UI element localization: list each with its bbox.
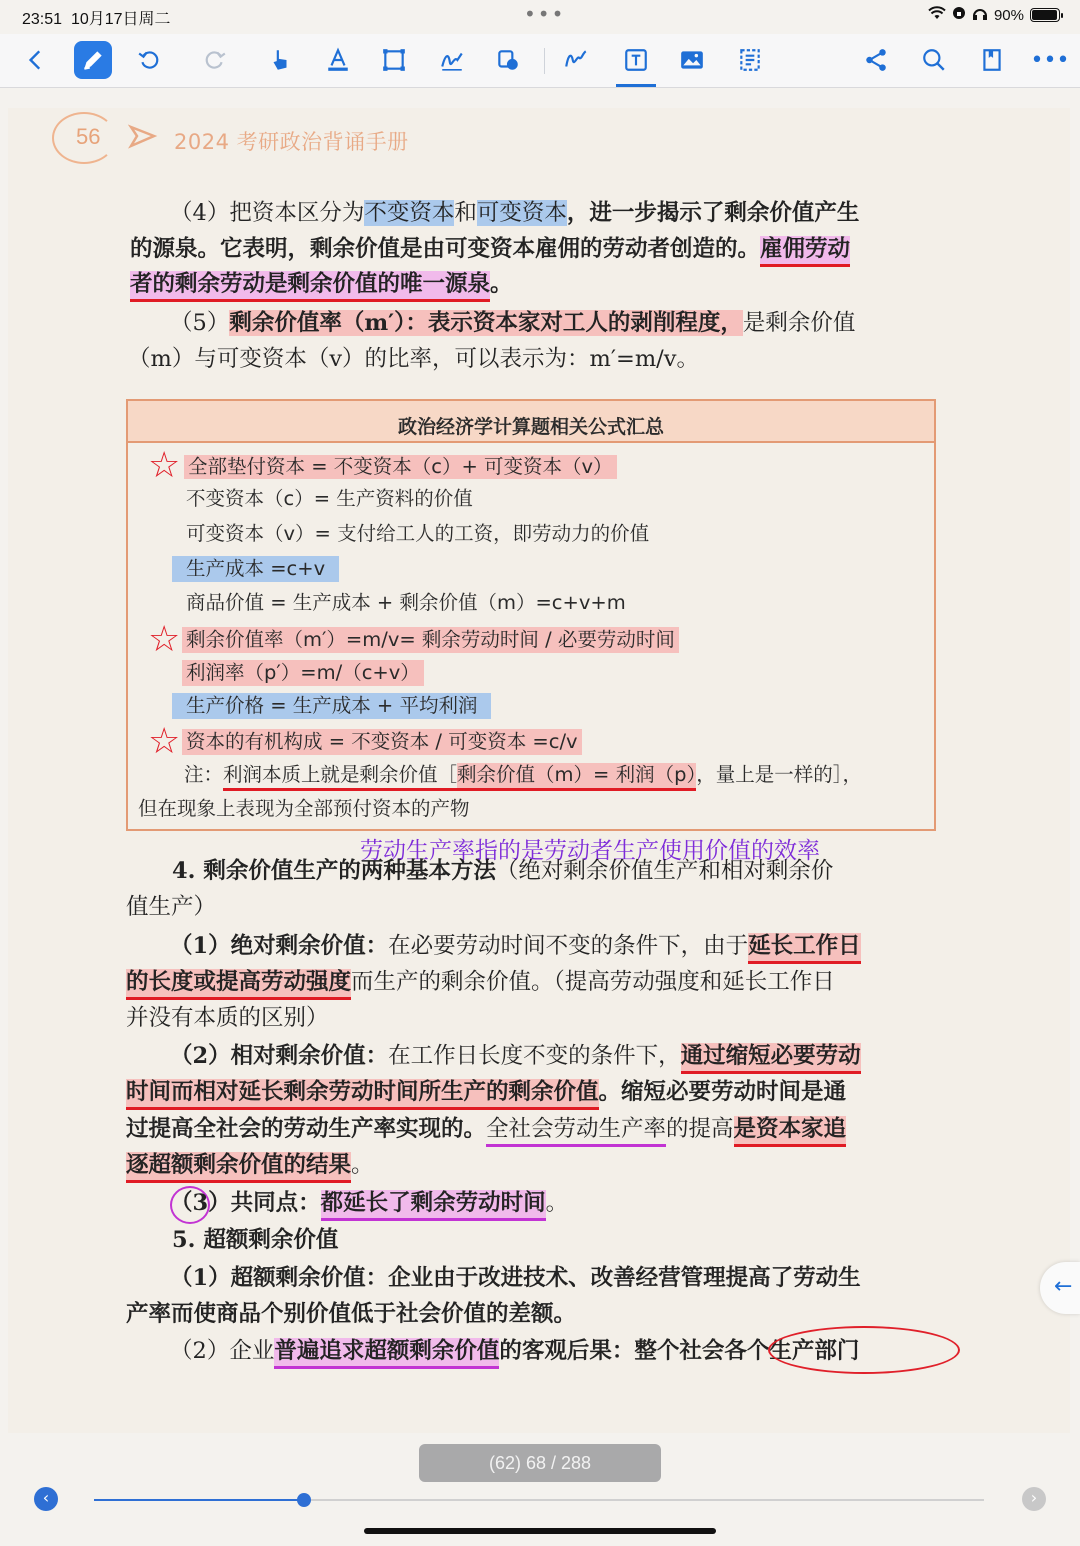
para4-line1: （4）把资本区分为不变资本和可变资本，进一步揭示了剩余价值产生 xyxy=(170,200,860,226)
hand-pointer-icon[interactable] xyxy=(260,40,300,80)
text-highlight-icon[interactable] xyxy=(318,40,358,80)
formula-line: 可变资本（v）= 支付给工人的工资，即劳动力的价值 xyxy=(186,522,650,545)
para4-line3: 者的剩余劳动是剩余价值的唯一源泉。 xyxy=(130,273,513,296)
formula-note-line2: 但在现象上表现为全部预付资本的产物 xyxy=(138,797,470,820)
battery-percent: 90% xyxy=(993,6,1024,24)
s4-p1-line1: （1）绝对剩余价值：在必要劳动时间不变的条件下，由于延长工作日 xyxy=(170,935,861,958)
lock-rotation-icon xyxy=(952,6,966,24)
book-title: 2024 考研政治背诵手册 xyxy=(174,130,409,154)
s4-p3-line1: （3）共同点：都延长了剩余劳动时间。 xyxy=(170,1192,568,1215)
page-slider-fill xyxy=(94,1499,304,1501)
note-list-icon[interactable] xyxy=(730,40,770,80)
red-circle-annotation xyxy=(768,1326,960,1374)
star-mark-icon: ☆ xyxy=(148,721,181,762)
s5-p1-line1: （1）超额剩余价值：企业由于改进技术、改善经营管理提高了劳动生 xyxy=(170,1265,861,1291)
signature-icon[interactable] xyxy=(432,40,472,80)
toolbar-divider xyxy=(544,48,545,74)
formula-line: 全部垫付资本 = 不变资本（c）+ 可变资本（v） xyxy=(184,455,617,479)
undo-icon[interactable] xyxy=(130,40,170,80)
freehand-draw-icon[interactable] xyxy=(556,40,596,80)
header-arrow-icon xyxy=(128,124,158,156)
side-panel-tab[interactable]: ← xyxy=(1040,1262,1080,1314)
wifi-icon xyxy=(928,6,946,24)
image-insert-icon[interactable] xyxy=(672,40,712,80)
formula-line: 商品价值 = 生产成本 + 剩余价值（m）=c+v+m xyxy=(186,591,626,614)
annotation-toolbar xyxy=(0,34,1080,88)
formula-line: 生产成本 =c+v xyxy=(172,556,339,582)
next-page-button[interactable]: › xyxy=(1022,1487,1046,1511)
s4-p2-line4: 逐超额剩余价值的结果。 xyxy=(126,1154,374,1177)
s4-p2-line1: （2）相对剩余价值：在工作日长度不变的条件下，通过缩短必要劳动 xyxy=(170,1045,861,1068)
stamp-settings-icon[interactable] xyxy=(488,40,528,80)
search-icon[interactable] xyxy=(914,40,954,80)
formula-line: 剩余价值率（m′）=m/v= 剩余劳动时间 / 必要劳动时间 xyxy=(182,627,679,653)
formula-line: 生产价格 = 生产成本 + 平均利润 xyxy=(172,693,491,719)
status-bar xyxy=(0,0,1080,32)
star-mark-icon: ☆ xyxy=(148,619,181,660)
text-box-icon[interactable] xyxy=(616,40,656,80)
s5-p1-line2: 产率而使商品个别价值低于社会价值的差额。 xyxy=(126,1301,577,1327)
para4-line2: 的源泉。它表明，剩余价值是由可变资本雇佣的劳动者创造的。雇佣劳动 xyxy=(130,238,850,261)
share-icon[interactable] xyxy=(856,40,896,80)
formula-line: 资本的有机构成 = 不变资本 / 可变资本 =c/v xyxy=(182,729,582,755)
para5-line1: （5）剩余价值率（m′）：表示资本家对工人的剥削程度，是剩余价值 xyxy=(170,310,856,336)
s4-p1-line3: 并没有本质的区别） xyxy=(126,1005,329,1031)
page-slider-thumb[interactable] xyxy=(297,1493,311,1507)
back-chevron-icon[interactable] xyxy=(16,40,56,80)
status-right xyxy=(928,6,1060,24)
page-counter: (62) 68 / 288 xyxy=(419,1444,661,1482)
prev-page-button[interactable]: ‹ xyxy=(34,1487,58,1511)
status-time-date: 23:51 10月17日周二 xyxy=(22,11,171,28)
redo-icon[interactable] xyxy=(194,40,234,80)
page-number-badge: 56 xyxy=(52,112,116,164)
pen-tool-icon[interactable] xyxy=(74,41,112,79)
select-area-icon[interactable] xyxy=(374,40,414,80)
para5-line2: （m）与可变资本（v）的比率，可以表示为：m′=m/v。 xyxy=(128,346,699,372)
section4-title-cont: 值生产） xyxy=(126,894,217,920)
s5-p2-line1: （2）企业普遍追求超额剩余价值的客观后果：整个社会各个生产部门 xyxy=(170,1340,859,1363)
formula-line: 利润率（p′）=m/（c+v） xyxy=(182,660,424,686)
headphones-icon xyxy=(972,6,988,24)
battery-icon xyxy=(1030,8,1060,22)
star-mark-icon: ☆ xyxy=(148,445,181,486)
more-options-icon[interactable]: ••• xyxy=(1030,47,1070,73)
s4-p1-line2: 的长度或提高劳动强度而生产的剩余价值。（提高劳动强度和延长工作日 xyxy=(126,971,835,994)
handwritten-annotation[interactable]: 劳动生产率指的是劳动者生产使用价值的效率 xyxy=(360,838,820,864)
bookmark-icon[interactable] xyxy=(972,40,1012,80)
s4-p2-line3: 过提高全社会的劳动生产率实现的。全社会劳动生产率的提高是资本家追 xyxy=(126,1118,846,1141)
page-slider-track[interactable] xyxy=(94,1499,984,1501)
multitask-dots[interactable]: ••• xyxy=(524,2,566,26)
section4-title: 4. 剩余价值生产的两种基本方法（绝对剩余价值生产和相对剩余价 xyxy=(172,858,834,884)
formula-box-header: 政治经济学计算题相关公式汇总 xyxy=(128,401,934,443)
home-indicator[interactable] xyxy=(364,1528,716,1534)
section5-title: 5. 超额剩余价值 xyxy=(172,1227,339,1253)
formula-note-line1: 注：利润本质上就是剩余价值［剩余价值（m）= 利润（p），量上是一样的］， xyxy=(184,765,862,785)
formula-line: 不变资本（c）= 生产资料的价值 xyxy=(186,487,473,510)
s4-p2-line2: 时间而相对延长剩余劳动时间所生产的剩余价值。缩短必要劳动时间是通 xyxy=(126,1081,846,1104)
